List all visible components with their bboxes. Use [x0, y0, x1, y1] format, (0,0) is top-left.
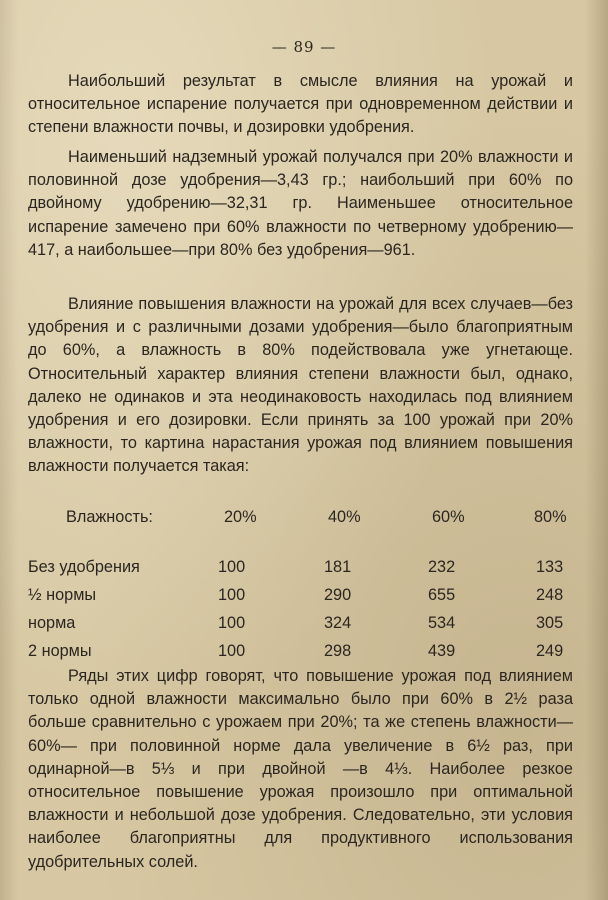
row-label: Без удобрения	[28, 558, 140, 576]
table-row	[28, 558, 573, 586]
table-cell: 100	[218, 586, 246, 604]
table-cell: 100	[218, 614, 246, 632]
table-cell: 534	[428, 614, 456, 632]
paragraph-text: Наибольший результат в смысле влияния на урожай и относительное испарение получается при одновременном действии и степени влажности почвы, и дозировки удобрения.	[28, 72, 573, 137]
paragraph-text: Влияние повышения влажности на урожай для всех случаев—без удобрения и с различными дозами удобрения—было благоприятным до 60%, а влажность в 80% подействовала уже угнетающе. Относительный характер влияния степени влажности был, однако, далеко не одинаков и эта неодинаковость находилась под влиянием удобрения и его дозировки. Если принять за 100 урожай при 20% влажности, то картина нарастания урожая под влиянием повышения влажности получается такая:	[28, 295, 573, 476]
paragraph-1	[28, 70, 573, 140]
row-label: 2 нормы	[28, 642, 92, 660]
yield-table	[28, 508, 573, 670]
paragraph-2	[28, 146, 573, 262]
paragraph-3	[28, 293, 573, 479]
table-cell: 249	[536, 642, 564, 660]
table-cell: 305	[536, 614, 564, 632]
table-row	[28, 614, 573, 642]
header-cell: 40%	[328, 508, 361, 526]
table-header-row	[28, 508, 573, 548]
row-label: норма	[28, 614, 76, 632]
table-row	[28, 586, 573, 614]
page-number: — 89 —	[271, 38, 337, 56]
table-cell: 100	[218, 642, 246, 660]
row-label: ½ нормы	[28, 586, 97, 604]
header-cell: 80%	[534, 508, 567, 526]
table-cell: 248	[536, 586, 564, 604]
table-cell: 439	[428, 642, 456, 660]
table-cell: 655	[428, 586, 456, 604]
table-cell: 181	[324, 558, 352, 576]
header-cell: 60%	[432, 508, 465, 526]
paragraph-4	[28, 665, 573, 874]
table-gap	[28, 548, 573, 558]
paragraph-text: Наименьший надземный урожай получался при 20% влажности и половинной дозе удобрения—3,43 гр.; наибольший при 60% по двойному удобрению—32,31 гр. Наименьшее относительное испарение замечено при 60% влажности по четверному удобрению—417, а наибольшее—при 80% без удобрения—961.	[28, 148, 573, 259]
table-cell: 298	[324, 642, 352, 660]
header-cell: 20%	[224, 508, 257, 526]
paragraph-text: Ряды этих цифр говорят, что повышение урожая под влиянием только одной влажности максимально было при 60% в 2½ раза больше сравнительно с урожаем при 20%; та же степень влажности—60%— при половинной норме дала увеличение в 6½ раз, при одинарной—в 5⅓ и при двойной —в 4⅓. Наиболее резкое относительное повышение урожая произошло при оптимальной влажности и небольшой дозе удобрения. Следовательно, эти условия наиболее благоприятны для продуктивного использования удобрительных солей.	[28, 667, 573, 871]
header-label: Влажность:	[66, 508, 153, 526]
table-cell: 100	[218, 558, 246, 576]
table-cell: 324	[324, 614, 352, 632]
table-cell: 290	[324, 586, 352, 604]
table-cell: 232	[428, 558, 456, 576]
table-cell: 133	[536, 558, 564, 576]
